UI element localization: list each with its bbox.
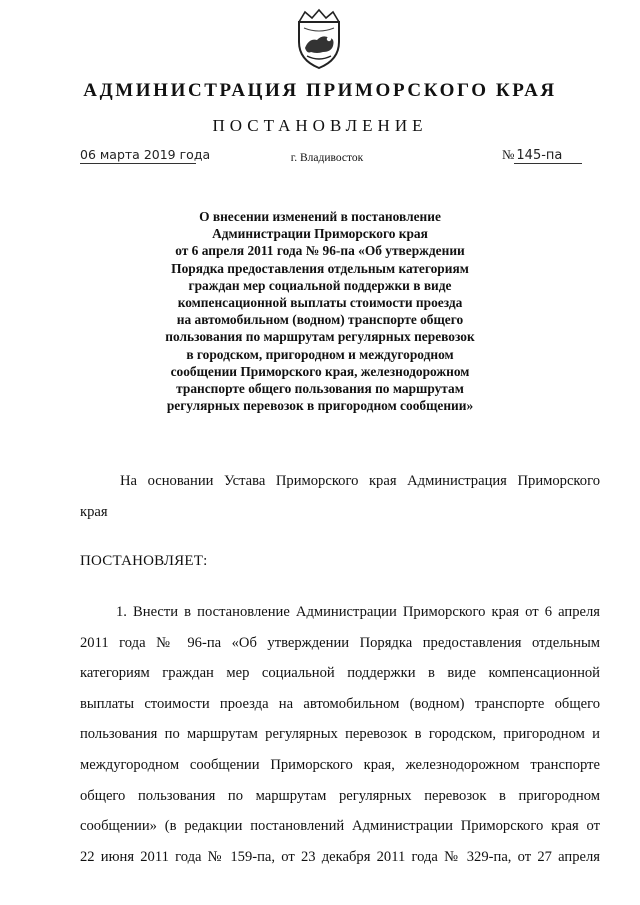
paragraph-line: категориям граждан мер социальной поддержки в виде компенсационной	[80, 665, 600, 682]
paragraph-line: 22 июня 2011 года № 159-па, от 23 декабря 2011 года № 329-па, от 27 апреля	[80, 848, 600, 865]
paragraph-line: выплаты стоимости проезда на автомобильном (водном) транспорте общего	[80, 695, 600, 712]
basis-line: края	[80, 504, 108, 520]
basis-paragraph	[80, 466, 600, 528]
basis-line: На основании Устава Приморского края Администрация Приморского	[120, 473, 600, 489]
organization-title: АДМИНИСТРАЦИЯ ПРИМОРСКОГО КРАЯ	[83, 80, 557, 101]
heading-line: граждан мер социальной поддержки в виде	[188, 277, 452, 293]
paragraph-line: 1. Внести в постановление Администрации Приморского края от 6 апреля	[116, 604, 600, 620]
paragraph-line: 2011 года № 96-па «Об утверждении Порядка предоставления отдельным	[80, 634, 600, 651]
document-number	[502, 146, 594, 164]
heading-line: в городском, пригородном и междугородном	[186, 346, 454, 362]
document-heading	[120, 208, 520, 414]
heading-line: транспорте общего пользования по маршрутам	[176, 381, 464, 397]
heading-line: Администрации Приморского края	[212, 226, 428, 242]
coat-of-arms-emblem	[295, 8, 343, 70]
heading-line: О внесении изменений в постановление	[199, 209, 441, 224]
paragraph-line: пользования по маршрутам регулярных перевозок в городском, пригородном и	[80, 726, 600, 743]
resolve-label: ПОСТАНОВЛЯЕТ:	[80, 553, 208, 569]
heading-line: пользования по маршрутам регулярных перевозок	[165, 329, 475, 345]
heading-line: компенсационной выплаты стоимости проезда	[177, 295, 463, 311]
document-date: 06 марта 2019 года	[80, 147, 211, 162]
heading-line: Порядка предоставления отдельным категориям	[171, 260, 469, 276]
paragraph-line: междугородном сообщении Приморского края, железнодорожном транспорте	[80, 756, 600, 773]
heading-line: от 6 апреля 2011 года № 96-па «Об утверждении	[175, 243, 465, 259]
heading-line: на автомобильном (водном) транспорте общего	[176, 312, 464, 328]
paragraph-line: сообщении» (в редакции постановлений Администрации Приморского края от	[80, 818, 600, 835]
document-number-value: 145-па	[514, 148, 582, 164]
heading-line: сообщении Приморского края, железнодорожном	[170, 363, 470, 379]
document-city: г. Владивосток	[290, 152, 364, 164]
heading-line: регулярных перевозок в пригородном сообщении»	[166, 398, 474, 414]
document-type: ПОСТАНОВЛЕНИЕ	[212, 116, 428, 135]
paragraph-1	[80, 597, 600, 872]
number-sign: №	[502, 147, 515, 162]
paragraph-line: общего пользования по маршрутам регулярных перевозок в пригородном	[80, 787, 600, 804]
